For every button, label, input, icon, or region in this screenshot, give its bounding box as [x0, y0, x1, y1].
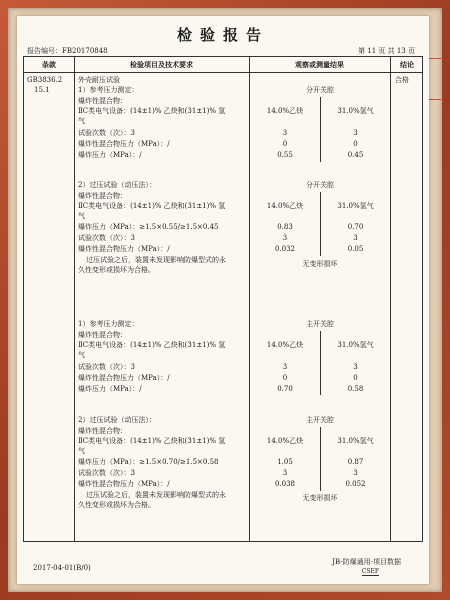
item-line: 爆炸性混合物压力（MPa）：/ — [78, 374, 170, 382]
block-heading: 1）参考压力测定： — [78, 86, 139, 94]
item-line: 爆炸压力（MPa）：/ — [78, 385, 142, 393]
result-col2: 0 — [353, 140, 358, 148]
result-col2: 31.0%氢气 — [337, 341, 374, 349]
footer-date: 2017-04-01(B/0) — [33, 564, 91, 572]
item-line: ⅡC类电气设备：(14±1)% 乙炔和(31±1)% 氢 — [78, 341, 226, 349]
block-heading: 2）过压试验（动压法）： — [78, 181, 156, 189]
result-col1: 0.55 — [277, 151, 293, 159]
item-line: 试验次数（次）：3 — [78, 234, 135, 242]
item-line: 爆炸性混合物压力（MPa）：/ — [78, 245, 170, 253]
result-col2: 3 — [353, 469, 358, 477]
section-title: 外壳耐压试验 — [78, 76, 120, 84]
group-label: 主开关腔 — [306, 320, 334, 328]
col-divider — [390, 57, 391, 541]
item-line: ⅡC类电气设备：(14±1)% 乙炔和(31±1)% 氢 — [78, 202, 226, 210]
item-line: 爆炸性混合物压力（MPa）：/ — [78, 140, 170, 148]
result-col1: 0.038 — [274, 480, 296, 488]
block-heading: 2）过压试验（动压法）： — [78, 416, 156, 424]
item-line: 爆炸压力（MPa）：≥1.5×0.55/≥1.5×0.45 — [78, 223, 219, 231]
item-line: 气 — [78, 447, 85, 455]
report-number: 报告编号：FB20170848 — [27, 47, 108, 55]
result-col1: 0.70 — [277, 385, 293, 393]
item-line: 试验次数（次）：3 — [78, 469, 135, 477]
result-note: 无变形损坏 — [302, 494, 338, 502]
report-sheet — [17, 16, 429, 584]
result-col1: 3 — [282, 129, 288, 137]
result-col2: 31.0%氢气 — [337, 202, 374, 210]
item-line: 气 — [78, 117, 85, 125]
result-col1: 3 — [282, 363, 288, 371]
result-col2: 0 — [353, 374, 358, 382]
result-col2: 3 — [353, 129, 358, 137]
item-line: 气 — [78, 212, 85, 220]
result-col2: 0.70 — [347, 223, 364, 231]
clause-code: GB3836.2 — [27, 76, 63, 84]
result-note: 无变形损坏 — [302, 260, 338, 268]
footer-logo: CSEF — [361, 568, 379, 575]
result-col1: 0.032 — [274, 245, 296, 253]
pass-criterion: 久性变形或损坏为合格。 — [78, 501, 155, 509]
item-line: 爆炸压力（MPa）：≥1.5×0.70/≥1.5×0.58 — [78, 458, 219, 466]
result-col1: 14.0%乙炔 — [266, 341, 304, 349]
result-col2: 31.0%氢气 — [337, 437, 374, 445]
result-col1: 1.05 — [277, 458, 293, 466]
item-line: 试验次数（次）：3 — [78, 363, 135, 371]
pass-criterion: 过压试验之后，装置未发现影响防爆型式的永 — [86, 491, 226, 499]
header-result: 观察或测量结果 — [295, 60, 344, 69]
result-col2: 0.87 — [347, 458, 364, 466]
result-col1: 3 — [282, 234, 288, 242]
header-clause: 条款 — [42, 60, 56, 69]
clause-sub: 15.1 — [34, 86, 50, 94]
footer-template: JB-防爆通用-项目数据 — [332, 558, 401, 566]
pass-criterion: 过压试验之后，装置未发现影响防爆型式的永 — [86, 256, 226, 264]
page-info: 第 11 页 共 13 页 — [358, 47, 415, 55]
item-line: 爆炸性混合物压力（MPa）：/ — [78, 480, 170, 488]
col-divider — [74, 57, 75, 541]
group-label: 主开关腔 — [306, 416, 334, 424]
result-col2: 0.05 — [347, 245, 364, 253]
item-line: 爆炸压力（MPa）：/ — [78, 151, 142, 159]
header-item: 检验项目及技术要求 — [130, 60, 193, 69]
result-col2: 0.45 — [347, 151, 364, 159]
result-col1: 0 — [282, 140, 288, 148]
pass-criterion: 久性变形或损坏为合格。 — [78, 266, 155, 274]
result-col2: 3 — [353, 363, 358, 371]
item-line: 试验次数（次）：3 — [78, 129, 135, 137]
report-title: 检验报告 — [176, 26, 269, 44]
result-col1: 14.0%乙炔 — [266, 202, 304, 210]
item-line: 爆炸性混合物： — [78, 192, 127, 200]
header-conclusion: 结论 — [400, 60, 414, 69]
item-line: ⅡC类电气设备：(14±1)% 乙炔和(31±1)% 氢 — [78, 107, 226, 115]
result-col2: 0.58 — [347, 385, 364, 393]
item-line: 爆炸性混合物： — [78, 331, 127, 339]
result-col2: 0.052 — [345, 480, 366, 488]
result-col2: 31.0%氢气 — [337, 107, 374, 115]
result-col2: 3 — [353, 234, 358, 242]
result-col1: 3 — [282, 469, 288, 477]
item-line: 爆炸性混合物： — [78, 427, 127, 435]
result-col1: 0.83 — [277, 223, 293, 231]
item-line: 气 — [78, 351, 85, 359]
group-label: 分开关腔 — [306, 181, 334, 189]
header-divider — [24, 72, 422, 73]
item-line: ⅡC类电气设备：(14±1)% 乙炔和(31±1)% 氢 — [78, 437, 226, 445]
group-label: 分开关腔 — [306, 86, 334, 94]
block-heading: 1）参考压力测定： — [78, 320, 139, 328]
item-line: 爆炸性混合物： — [78, 97, 127, 105]
result-col1: 14.0%乙炔 — [266, 107, 304, 115]
result-col1: 14.0%乙炔 — [266, 437, 304, 445]
conclusion-value: 合格 — [395, 76, 409, 84]
result-col1: 0 — [282, 374, 288, 382]
inspection-table — [23, 56, 423, 542]
